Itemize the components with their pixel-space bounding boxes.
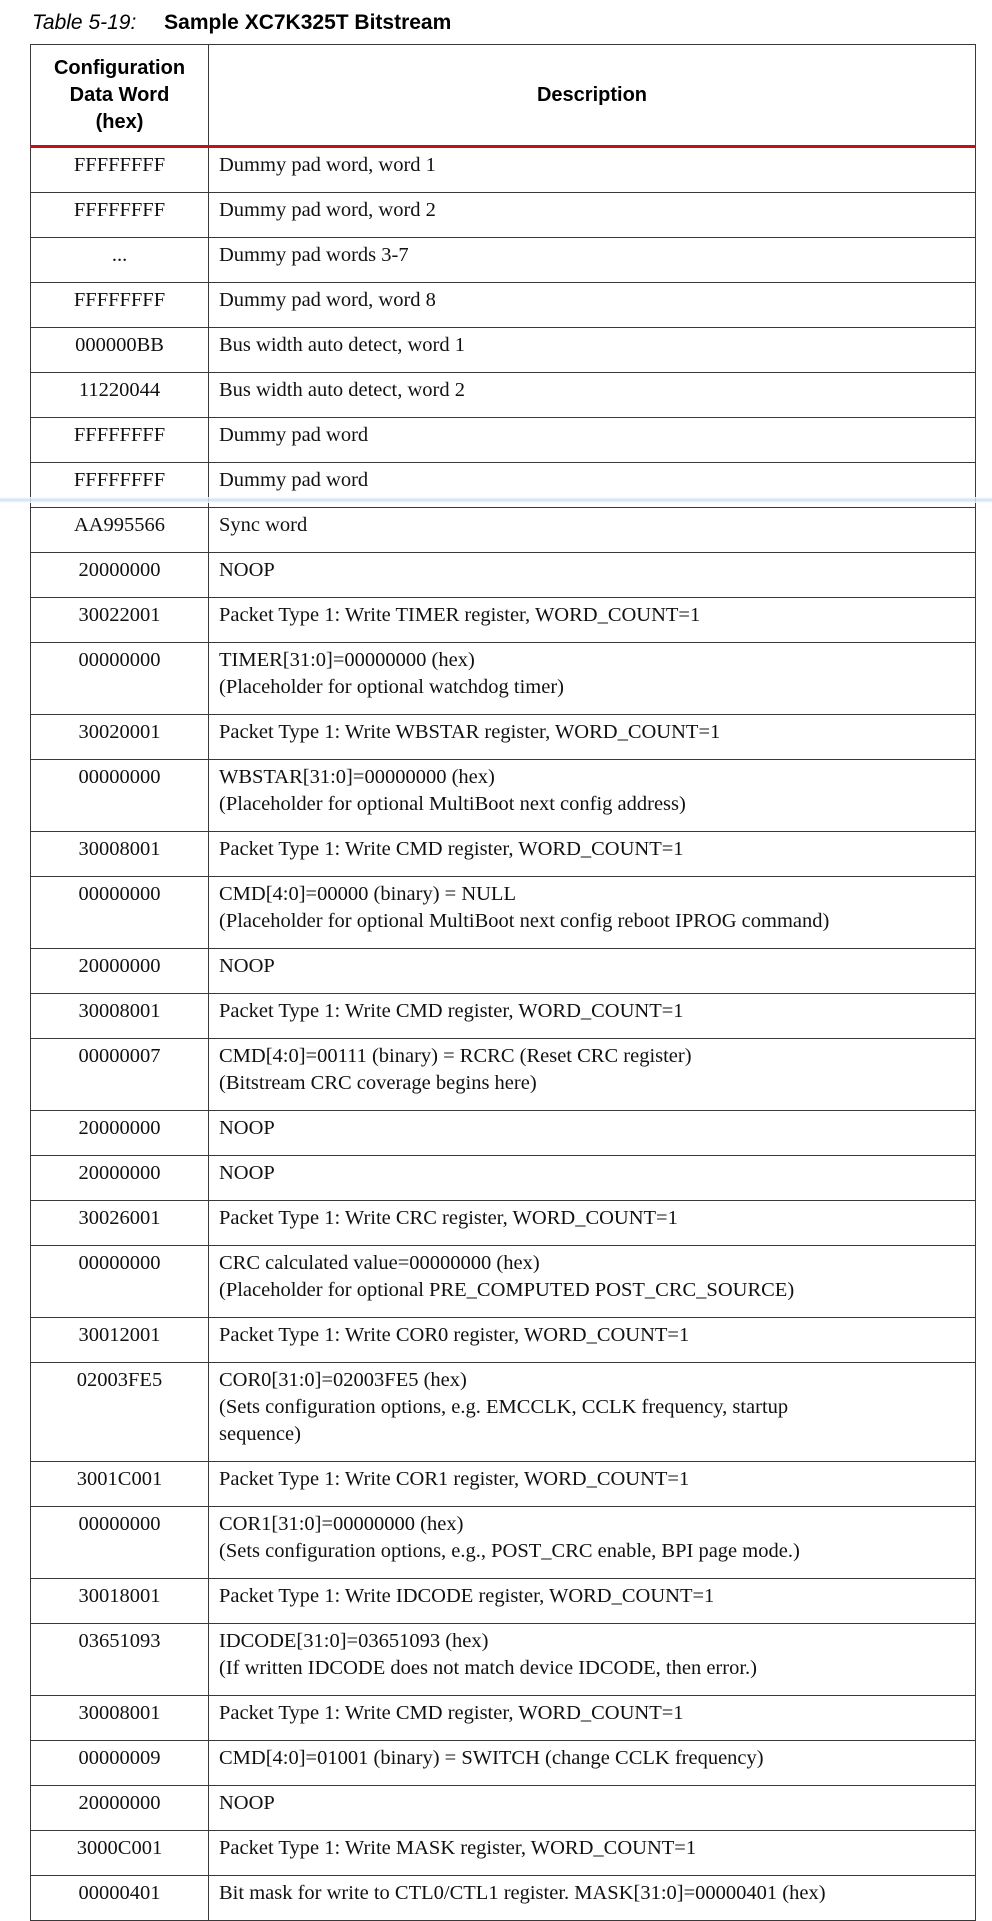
description-line: Dummy pad word <box>219 469 369 491</box>
description-line: Dummy pad word, word 1 <box>219 154 436 176</box>
data-word-cell: 30008001 <box>31 1696 209 1741</box>
header-line: Configuration <box>53 56 186 79</box>
header-line: Data Word <box>69 83 170 106</box>
description-line: (Placeholder for optional MultiBoot next config reboot IPROG command) <box>219 910 830 932</box>
description-line: COR0[31:0]=02003FE5 (hex) <box>219 1369 467 1391</box>
data-word-cell: 00000009 <box>31 1741 209 1786</box>
table-row <box>31 1201 976 1246</box>
bitstream-table <box>30 44 976 1921</box>
description-line: Dummy pad word <box>219 424 369 446</box>
description-cell <box>209 1624 976 1696</box>
data-word-cell: 00000000 <box>31 643 209 715</box>
description-cell <box>209 553 976 598</box>
data-word-cell: 30008001 <box>31 832 209 877</box>
table-row <box>31 949 976 994</box>
description-line: Packet Type 1: Write WBSTAR register, WORD_COUNT=1 <box>219 721 721 743</box>
description-line: COR1[31:0]=00000000 (hex) <box>219 1513 464 1535</box>
description-cell <box>209 832 976 877</box>
data-word-cell: FFFFFFFF <box>31 283 209 328</box>
description-line: (Placeholder for optional MultiBoot next config address) <box>219 793 686 815</box>
description-cell <box>209 949 976 994</box>
description-cell <box>209 373 976 418</box>
data-word-cell: 00000401 <box>31 1876 209 1921</box>
table-row <box>31 1507 976 1579</box>
data-word-cell: 20000000 <box>31 1111 209 1156</box>
description-line: Dummy pad word, word 8 <box>219 289 436 311</box>
description-line: CMD[4:0]=00000 (binary) = NULL <box>219 883 516 905</box>
table-row <box>31 1741 976 1786</box>
description-line: Packet Type 1: Write CMD register, WORD_COUNT=1 <box>219 1702 684 1724</box>
description-cell <box>209 418 976 463</box>
table-row <box>31 715 976 760</box>
table-row <box>31 283 976 328</box>
description-line: Packet Type 1: Write COR1 register, WORD_COUNT=1 <box>219 1468 690 1490</box>
description-cell <box>209 1363 976 1462</box>
description-line: (Bitstream CRC coverage begins here) <box>219 1072 537 1094</box>
header-description: Description <box>209 45 976 147</box>
data-word-cell: FFFFFFFF <box>31 418 209 463</box>
table-row <box>31 832 976 877</box>
table-row <box>31 1876 976 1921</box>
table-row <box>31 147 976 193</box>
description-cell <box>209 1831 976 1876</box>
table-row <box>31 598 976 643</box>
description-line: TIMER[31:0]=00000000 (hex) <box>219 649 475 671</box>
table-caption <box>32 8 451 38</box>
table-row <box>31 1786 976 1831</box>
description-cell <box>209 1579 976 1624</box>
data-word-cell: 00000000 <box>31 1246 209 1318</box>
description-line: Dummy pad words 3-7 <box>219 244 409 266</box>
description-line: CMD[4:0]=00111 (binary) = RCRC (Reset CRC register) <box>219 1045 692 1067</box>
description-line: (Placeholder for optional PRE_COMPUTED POST_CRC_SOURCE) <box>219 1279 795 1301</box>
description-cell <box>209 238 976 283</box>
data-word-cell: 30020001 <box>31 715 209 760</box>
table-row <box>31 418 976 463</box>
table-row <box>31 1579 976 1624</box>
header-line: (hex) <box>95 110 144 133</box>
description-line: Packet Type 1: Write CMD register, WORD_COUNT=1 <box>219 1000 684 1022</box>
data-word-cell: FFFFFFFF <box>31 147 209 193</box>
table-row <box>31 553 976 598</box>
description-line: (Sets configuration options, e.g. EMCCLK, CCLK frequency, startup <box>219 1396 789 1418</box>
data-word-cell: 000000BB <box>31 328 209 373</box>
description-line: Packet Type 1: Write TIMER register, WORD_COUNT=1 <box>219 604 701 626</box>
table-title: Sample XC7K325T Bitstream <box>164 11 452 34</box>
data-word-cell: 00000000 <box>31 1507 209 1579</box>
data-word-cell: FFFFFFFF <box>31 463 209 508</box>
table-row <box>31 1246 976 1318</box>
data-word-cell: 00000000 <box>31 760 209 832</box>
description-cell <box>209 463 976 508</box>
description-line: Packet Type 1: Write IDCODE register, WORD_COUNT=1 <box>219 1585 715 1607</box>
table-row <box>31 463 976 508</box>
data-word-cell: 20000000 <box>31 949 209 994</box>
description-cell <box>209 193 976 238</box>
description-cell <box>209 1462 976 1507</box>
description-cell <box>209 147 976 193</box>
data-word-cell: 30008001 <box>31 994 209 1039</box>
description-line: NOOP <box>219 559 275 581</box>
description-cell <box>209 1786 976 1831</box>
data-word-cell: 30026001 <box>31 1201 209 1246</box>
data-word-cell: ... <box>31 238 209 283</box>
table-row <box>31 1363 976 1462</box>
description-cell <box>209 1039 976 1111</box>
data-word-cell: 3000C001 <box>31 1831 209 1876</box>
description-line: CRC calculated value=00000000 (hex) <box>219 1252 540 1274</box>
description-line: Bus width auto detect, word 2 <box>219 379 465 401</box>
description-cell <box>209 1741 976 1786</box>
description-line: NOOP <box>219 1162 275 1184</box>
data-word-cell: 3001C001 <box>31 1462 209 1507</box>
data-word-cell: 20000000 <box>31 553 209 598</box>
description-line: Packet Type 1: Write COR0 register, WORD_COUNT=1 <box>219 1324 690 1346</box>
description-line: WBSTAR[31:0]=00000000 (hex) <box>219 766 495 788</box>
description-cell <box>209 283 976 328</box>
description-line: NOOP <box>219 1117 275 1139</box>
description-line: Bus width auto detect, word 1 <box>219 334 465 356</box>
description-cell <box>209 1156 976 1201</box>
description-cell <box>209 643 976 715</box>
table-row <box>31 1462 976 1507</box>
description-cell <box>209 508 976 553</box>
description-line: (Sets configuration options, e.g., POST_CRC enable, BPI page mode.) <box>219 1540 800 1562</box>
description-cell <box>209 328 976 373</box>
table-row <box>31 1156 976 1201</box>
data-word-cell: 11220044 <box>31 373 209 418</box>
data-word-cell: AA995566 <box>31 508 209 553</box>
table-row <box>31 238 976 283</box>
table-row <box>31 1696 976 1741</box>
data-word-cell: 30012001 <box>31 1318 209 1363</box>
table-row <box>31 1624 976 1696</box>
table-row <box>31 328 976 373</box>
description-cell <box>209 715 976 760</box>
table-row <box>31 994 976 1039</box>
description-line: CMD[4:0]=01001 (binary) = SWITCH (change CCLK frequency) <box>219 1747 764 1769</box>
data-word-cell: FFFFFFFF <box>31 193 209 238</box>
table-row <box>31 1039 976 1111</box>
table-row <box>31 193 976 238</box>
description-line: (Placeholder for optional watchdog timer) <box>219 676 564 698</box>
description-line: NOOP <box>219 1792 275 1814</box>
data-word-cell: 20000000 <box>31 1156 209 1201</box>
description-cell <box>209 598 976 643</box>
data-word-cell: 00000007 <box>31 1039 209 1111</box>
table-row <box>31 1111 976 1156</box>
description-cell <box>209 1318 976 1363</box>
table-row <box>31 760 976 832</box>
description-line: Packet Type 1: Write CRC register, WORD_COUNT=1 <box>219 1207 678 1229</box>
data-word-cell: 30018001 <box>31 1579 209 1624</box>
data-word-cell: 00000000 <box>31 877 209 949</box>
description-cell <box>209 877 976 949</box>
description-cell <box>209 994 976 1039</box>
description-line: Packet Type 1: Write CMD register, WORD_COUNT=1 <box>219 838 684 860</box>
data-word-cell: 30022001 <box>31 598 209 643</box>
table-header-row <box>31 45 976 147</box>
data-word-cell: 03651093 <box>31 1624 209 1696</box>
table-row <box>31 1831 976 1876</box>
description-cell <box>209 1201 976 1246</box>
table-row <box>31 643 976 715</box>
description-cell <box>209 1876 976 1921</box>
table-row <box>31 373 976 418</box>
table-body <box>31 147 976 1921</box>
description-line: Packet Type 1: Write MASK register, WORD_COUNT=1 <box>219 1837 697 1859</box>
header-config-data-word <box>31 45 209 147</box>
description-line: Bit mask for write to CTL0/CTL1 register. MASK[31:0]=00000401 (hex) <box>219 1882 826 1904</box>
description-cell <box>209 1111 976 1156</box>
table-number: Table 5-19: <box>32 11 137 34</box>
description-cell <box>209 1246 976 1318</box>
description-cell <box>209 1507 976 1579</box>
description-cell <box>209 1696 976 1741</box>
description-cell <box>209 760 976 832</box>
table-row <box>31 508 976 553</box>
data-word-cell: 20000000 <box>31 1786 209 1831</box>
description-line: Sync word <box>219 514 308 536</box>
description-line: Dummy pad word, word 2 <box>219 199 436 221</box>
description-line: (If written IDCODE does not match device IDCODE, then error.) <box>219 1657 757 1679</box>
table-row <box>31 877 976 949</box>
description-line: IDCODE[31:0]=03651093 (hex) <box>219 1630 489 1652</box>
description-line: NOOP <box>219 955 275 977</box>
table-row <box>31 1318 976 1363</box>
description-line: sequence) <box>219 1423 301 1445</box>
data-word-cell: 02003FE5 <box>31 1363 209 1462</box>
